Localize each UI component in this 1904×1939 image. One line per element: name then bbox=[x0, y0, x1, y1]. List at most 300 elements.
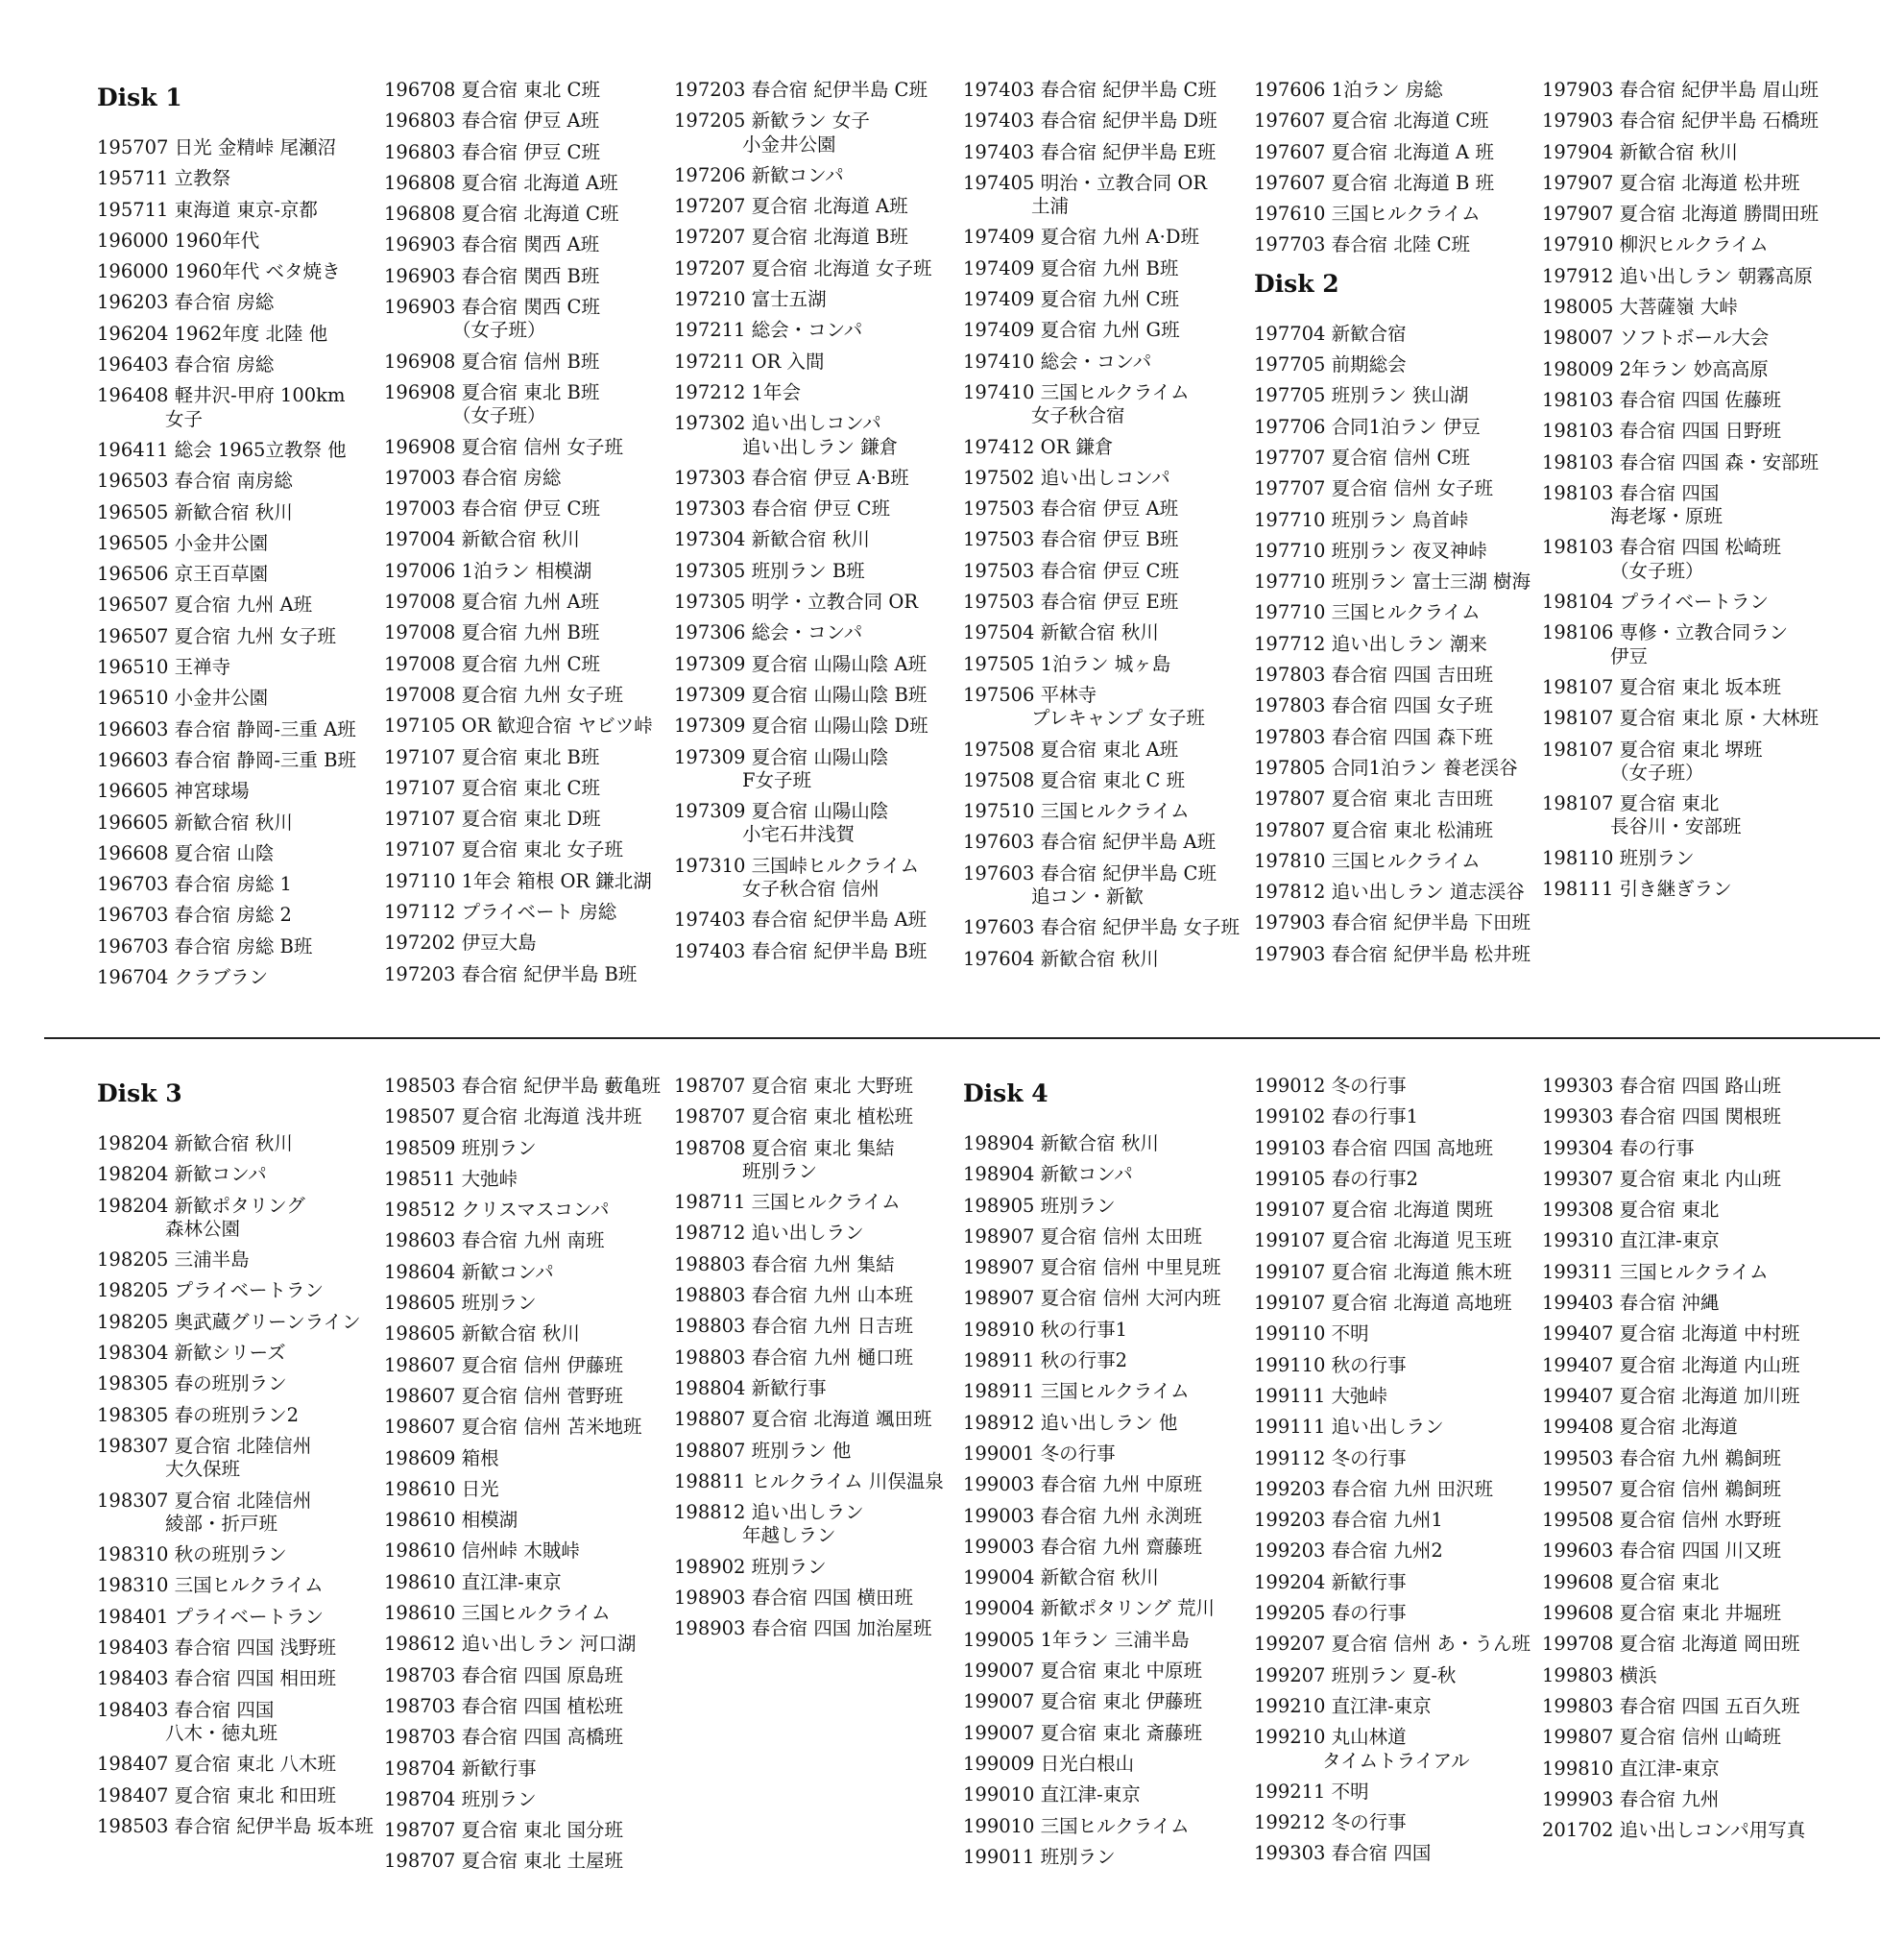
entry-continuation: （女子班） bbox=[1610, 559, 1704, 582]
entry-text: 198106 専修・立教合同ラン bbox=[1542, 621, 1789, 644]
entry-text: 197403 春合宿 紀伊半島 E班 bbox=[963, 140, 1217, 163]
list-item bbox=[97, 528, 385, 559]
entry-text: 199112 冬の行事 bbox=[1254, 1446, 1407, 1469]
entry-text: 199303 春合宿 四国 関根班 bbox=[1542, 1105, 1782, 1128]
entry-text: 196908 夏合宿 信州 B班 bbox=[384, 350, 600, 373]
list-item bbox=[97, 466, 385, 497]
list-item bbox=[384, 1691, 672, 1722]
entry-text: 197903 春合宿 紀伊半島 下田班 bbox=[1254, 911, 1531, 934]
entry-text: 199807 夏合宿 信州 山崎班 bbox=[1542, 1726, 1782, 1749]
entry-text: 198903 春合宿 四国 横田班 bbox=[674, 1587, 914, 1610]
list-item bbox=[1254, 1536, 1542, 1566]
entry-text: 197305 明学・立教合同 OR bbox=[674, 591, 919, 614]
entry-text: 198305 春の班別ラン2 bbox=[97, 1403, 300, 1426]
entry-text: 197203 春合宿 紀伊半島 B班 bbox=[384, 962, 638, 985]
list-item bbox=[674, 796, 962, 851]
list-item bbox=[384, 230, 672, 260]
list-item bbox=[674, 1187, 962, 1218]
entry-text: 199303 春合宿 四国 路山班 bbox=[1542, 1075, 1782, 1097]
entry-text: 197707 夏合宿 信州 C班 bbox=[1254, 446, 1470, 469]
entry-text: 198911 三国ヒルクライム bbox=[963, 1380, 1190, 1403]
list-item bbox=[384, 835, 672, 865]
entry-text: 198604 新歓コンパ bbox=[384, 1260, 554, 1283]
list-item bbox=[97, 195, 385, 226]
list-item bbox=[1542, 1102, 1830, 1132]
entry-text: 197008 夏合宿 九州 B班 bbox=[384, 621, 600, 644]
entry-text: 196603 春合宿 静岡-三重 B班 bbox=[97, 748, 356, 771]
list-item bbox=[1542, 1319, 1830, 1349]
entry-text: 198107 夏合宿 東北 原・大林班 bbox=[1542, 707, 1820, 730]
entry-text: 199010 三国ヒルクライム bbox=[963, 1814, 1190, 1837]
list-item bbox=[1542, 1257, 1830, 1288]
list-item bbox=[384, 1350, 672, 1381]
entry-text: 198103 春合宿 四国 松崎班 bbox=[1542, 536, 1782, 559]
list-item bbox=[1254, 691, 1542, 721]
entry-text: 198812 追い出しラン bbox=[674, 1501, 864, 1524]
entry-text: 199204 新歓行事 bbox=[1254, 1570, 1407, 1593]
list-item bbox=[97, 869, 385, 900]
entry-text: 197410 総会・コンパ bbox=[963, 350, 1152, 373]
list-item bbox=[384, 199, 672, 230]
entry-text: 198803 春合宿 九州 樋口班 bbox=[674, 1345, 914, 1369]
list-item bbox=[963, 1593, 1251, 1624]
list-item bbox=[963, 1532, 1251, 1563]
list-item bbox=[1542, 261, 1830, 292]
list-item bbox=[674, 905, 962, 935]
entry-text: 198205 プライベートラン bbox=[97, 1279, 325, 1302]
list-item bbox=[384, 1815, 672, 1846]
list-item bbox=[1254, 350, 1542, 380]
list-item bbox=[1542, 1412, 1830, 1442]
entry-text: 201702 追い出しコンパ用写真 bbox=[1542, 1819, 1806, 1842]
list-item bbox=[1254, 1722, 1542, 1777]
entry-text: 197903 春合宿 紀伊半島 松井班 bbox=[1254, 942, 1531, 965]
entry-text: 198708 夏合宿 東北 集結 bbox=[674, 1136, 895, 1159]
list-item bbox=[674, 1133, 962, 1188]
list-item bbox=[1254, 75, 1542, 106]
list-item bbox=[384, 1567, 672, 1598]
list-item bbox=[97, 1695, 385, 1750]
entry-text: 196808 夏合宿 北海道 A班 bbox=[384, 171, 618, 194]
entry-text: 197003 春合宿 伊豆 C班 bbox=[384, 497, 600, 521]
list-item bbox=[1254, 473, 1542, 504]
entry-text: 199005 1年ラン 三浦半島 bbox=[963, 1628, 1190, 1651]
list-item bbox=[384, 1505, 672, 1536]
list-item bbox=[1542, 199, 1830, 230]
entry-text: 198707 夏合宿 東北 大野班 bbox=[674, 1075, 914, 1097]
column bbox=[1542, 75, 1830, 905]
list-item bbox=[384, 75, 672, 106]
list-item bbox=[1542, 1225, 1830, 1256]
list-item bbox=[963, 859, 1251, 913]
list-item bbox=[1254, 412, 1542, 443]
list-item bbox=[1542, 106, 1830, 136]
list-item bbox=[1542, 1381, 1830, 1412]
entry-text: 199211 不明 bbox=[1254, 1780, 1369, 1803]
list-item bbox=[97, 932, 385, 962]
column bbox=[1254, 1071, 1542, 1870]
entry-text: 196204 1962年度 北陸 他 bbox=[97, 322, 328, 345]
list-item bbox=[384, 1598, 672, 1629]
entry-continuation: （女子班） bbox=[452, 319, 546, 342]
entry-text: 199105 春の行事2 bbox=[1254, 1167, 1419, 1190]
entry-text: 198403 春合宿 四国 相田班 bbox=[97, 1667, 337, 1690]
entry-text: 199001 冬の行事 bbox=[963, 1442, 1116, 1465]
entry-text: 199207 班別ラン 夏-秋 bbox=[1254, 1663, 1457, 1686]
entry-text: 199608 夏合宿 東北 井堀班 bbox=[1542, 1602, 1782, 1625]
list-item bbox=[384, 292, 672, 347]
list-item bbox=[384, 649, 672, 680]
entry-text: 197503 春合宿 伊豆 E班 bbox=[963, 591, 1179, 614]
entry-text: 198204 新歓合宿 秋川 bbox=[97, 1132, 293, 1154]
list-item bbox=[674, 1497, 962, 1552]
column bbox=[963, 75, 1251, 975]
entry-text: 197710 班別ラン 鳥首峠 bbox=[1254, 508, 1469, 531]
list-item bbox=[97, 590, 385, 620]
entry-text: 196503 春合宿 南房総 bbox=[97, 470, 293, 493]
list-item bbox=[1254, 1474, 1542, 1505]
list-item bbox=[1254, 1777, 1542, 1807]
list-item bbox=[97, 1369, 385, 1399]
entry-text: 198711 三国ヒルクライム bbox=[674, 1191, 901, 1214]
list-item bbox=[97, 1663, 385, 1694]
entry-text: 198803 春合宿 九州 日吉班 bbox=[674, 1315, 914, 1338]
entry-text: 198703 春合宿 四国 植松班 bbox=[384, 1694, 624, 1717]
entry-text: 197409 夏合宿 九州 C班 bbox=[963, 288, 1179, 311]
list-item bbox=[1254, 106, 1542, 136]
entry-text: 196908 夏合宿 東北 B班 bbox=[384, 380, 600, 403]
entry-text: 198703 春合宿 四国 原島班 bbox=[384, 1663, 624, 1686]
list-item bbox=[963, 168, 1251, 223]
entry-text: 199107 夏合宿 北海道 熊木班 bbox=[1254, 1260, 1512, 1283]
entry-text: 197503 春合宿 伊豆 C班 bbox=[963, 559, 1179, 582]
entry-text: 197110 1年会 箱根 OR 鎌北湖 bbox=[384, 869, 652, 892]
entry-text: 196403 春合宿 房総 bbox=[97, 353, 275, 376]
entry-text: 197912 追い出しラン 朝霧高原 bbox=[1542, 264, 1813, 287]
list-item bbox=[1254, 1350, 1542, 1381]
entry-continuation: 土浦 bbox=[1031, 195, 1070, 218]
disk-list-bottom bbox=[0, 1042, 1904, 1935]
list-item bbox=[384, 524, 672, 555]
list-item bbox=[97, 1307, 385, 1338]
entry-text: 199810 直江津-東京 bbox=[1542, 1757, 1720, 1780]
list-item bbox=[1254, 1598, 1542, 1629]
entry-text: 199003 春合宿 九州 永渕班 bbox=[963, 1504, 1203, 1527]
entry-text: 197704 新歓合宿 bbox=[1254, 322, 1407, 345]
list-item bbox=[674, 377, 962, 408]
entry-text: 198009 2年ラン 妙高高原 bbox=[1542, 357, 1769, 380]
list-item bbox=[674, 160, 962, 191]
list-item bbox=[1254, 536, 1542, 567]
list-item bbox=[1254, 1102, 1542, 1132]
list-item bbox=[384, 1257, 672, 1288]
entry-text: 198707 夏合宿 東北 国分班 bbox=[384, 1819, 624, 1842]
entry-text: 197603 春合宿 紀伊半島 A班 bbox=[963, 831, 1217, 854]
entry-text: 198103 春合宿 四国 bbox=[1542, 481, 1720, 504]
entry-text: 198005 大菩薩嶺 大峠 bbox=[1542, 296, 1738, 319]
list-item bbox=[1542, 1598, 1830, 1629]
entry-text: 196808 夏合宿 北海道 C班 bbox=[384, 203, 619, 226]
list-item bbox=[963, 1408, 1251, 1439]
entry-text: 197910 柳沢ヒルクライム bbox=[1542, 233, 1769, 256]
list-item bbox=[963, 1345, 1251, 1376]
entry-text: 199803 横浜 bbox=[1542, 1663, 1657, 1686]
entry-text: 199003 春合宿 九州 齋藤班 bbox=[963, 1535, 1203, 1558]
entry-text: 199003 春合宿 九州 中原班 bbox=[963, 1473, 1203, 1496]
entry-text: 199203 春合宿 九州2 bbox=[1254, 1539, 1443, 1563]
list-item bbox=[1542, 874, 1830, 905]
entry-text: 197907 夏合宿 北海道 松井班 bbox=[1542, 171, 1800, 194]
entry-text: 199407 夏合宿 北海道 中村班 bbox=[1542, 1322, 1800, 1345]
list-item bbox=[97, 1400, 385, 1431]
entry-text: 197607 夏合宿 北海道 C班 bbox=[1254, 109, 1489, 133]
list-item bbox=[674, 106, 962, 160]
list-item bbox=[963, 649, 1251, 680]
entry-text: 196505 小金井公園 bbox=[97, 531, 269, 554]
list-item bbox=[674, 1613, 962, 1644]
entry-text: 197803 春合宿 四国 女子班 bbox=[1254, 694, 1494, 717]
entry-text: 197206 新歓コンパ bbox=[674, 163, 844, 186]
entry-text: 197607 夏合宿 北海道 A 班 bbox=[1254, 140, 1494, 163]
list-item bbox=[97, 1338, 385, 1369]
list-item bbox=[384, 1784, 672, 1815]
entry-text: 199803 春合宿 四国 五百久班 bbox=[1542, 1694, 1800, 1717]
entry-text: 198111 引き継ぎラン bbox=[1542, 878, 1732, 901]
entry-text: 197003 春合宿 房総 bbox=[384, 466, 562, 489]
entry-text: 198807 班別ラン 他 bbox=[674, 1439, 852, 1462]
entry-text: 199011 班別ラン bbox=[963, 1845, 1116, 1868]
entry-text: 197305 班別ラン B班 bbox=[674, 559, 865, 582]
list-item bbox=[384, 1288, 672, 1319]
entry-text: 197508 夏合宿 東北 C 班 bbox=[963, 768, 1186, 791]
entry-text: 199103 春合宿 四国 高地班 bbox=[1254, 1136, 1494, 1159]
column bbox=[1254, 75, 1542, 970]
entry-text: 198204 新歓コンパ bbox=[97, 1163, 267, 1186]
entry-text: 199708 夏合宿 北海道 岡田班 bbox=[1542, 1633, 1800, 1656]
entry-text: 197309 夏合宿 山陽山陰 bbox=[674, 745, 889, 768]
list-item bbox=[1542, 1754, 1830, 1784]
entry-text: 198904 新歓コンパ bbox=[963, 1163, 1133, 1186]
entry-text: 197403 春合宿 紀伊半島 A班 bbox=[674, 909, 928, 932]
entry-text: 197207 夏合宿 北海道 B班 bbox=[674, 226, 908, 249]
entry-text: 197306 総会・コンパ bbox=[674, 621, 863, 644]
list-item bbox=[963, 1128, 1251, 1159]
entry-text: 199107 夏合宿 北海道 関班 bbox=[1254, 1199, 1494, 1222]
list-item bbox=[1542, 416, 1830, 447]
entry-text: 198707 夏合宿 東北 土屋班 bbox=[384, 1850, 624, 1873]
list-item bbox=[384, 556, 672, 587]
list-item bbox=[1254, 1319, 1542, 1349]
entry-text: 197807 夏合宿 東北 松浦班 bbox=[1254, 818, 1494, 841]
column bbox=[97, 1071, 385, 1842]
entry-text: 196411 総会 1965立教祭 他 bbox=[97, 438, 347, 461]
entry-continuation: 班別ラン bbox=[742, 1159, 818, 1182]
list-item bbox=[97, 497, 385, 528]
list-item bbox=[963, 1376, 1251, 1407]
entry-text: 197008 夏合宿 九州 A班 bbox=[384, 591, 600, 614]
entry-text: 197710 班別ラン 富士三湖 樹海 bbox=[1254, 570, 1531, 594]
list-item bbox=[674, 1466, 962, 1497]
entry-text: 197107 夏合宿 東北 女子班 bbox=[384, 838, 624, 861]
list-item bbox=[384, 928, 672, 958]
list-item bbox=[963, 524, 1251, 555]
entry-text: 198904 新歓合宿 秋川 bbox=[963, 1132, 1159, 1154]
entry-text: 199010 直江津-東京 bbox=[963, 1783, 1141, 1806]
list-item bbox=[1254, 1691, 1542, 1722]
list-item bbox=[1542, 1443, 1830, 1474]
entry-text: 199004 新歓合宿 秋川 bbox=[963, 1566, 1159, 1589]
list-item bbox=[674, 463, 962, 494]
list-item bbox=[97, 287, 385, 318]
list-item bbox=[963, 796, 1251, 827]
entry-text: 199107 夏合宿 北海道 高地班 bbox=[1254, 1292, 1512, 1315]
list-item bbox=[1254, 1381, 1542, 1412]
list-item bbox=[963, 1656, 1251, 1686]
list-item bbox=[1254, 380, 1542, 411]
list-item bbox=[1254, 168, 1542, 199]
list-item bbox=[674, 1071, 962, 1102]
entry-text: 199203 春合宿 九州 田沢班 bbox=[1254, 1477, 1494, 1500]
entry-text: 196803 春合宿 伊豆 A班 bbox=[384, 109, 600, 133]
entry-text: 198704 班別ラン bbox=[384, 1787, 537, 1810]
list-item bbox=[963, 1749, 1251, 1780]
list-item bbox=[384, 1474, 672, 1505]
entry-text: 198911 秋の行事2 bbox=[963, 1349, 1128, 1372]
list-item bbox=[1254, 908, 1542, 938]
list-item bbox=[97, 256, 385, 287]
entry-text: 198804 新歓行事 bbox=[674, 1376, 827, 1399]
entry-continuation: 綾部・折戸班 bbox=[165, 1512, 278, 1535]
list-item bbox=[674, 254, 962, 284]
list-item bbox=[674, 494, 962, 524]
entry-text: 196703 春合宿 房総 1 bbox=[97, 873, 292, 896]
list-item bbox=[1542, 788, 1830, 843]
entry-text: 197610 三国ヒルクライム bbox=[1254, 203, 1481, 226]
entry-text: 198007 ソフトボール大会 bbox=[1542, 327, 1770, 350]
entry-text: 199007 夏合宿 東北 伊藤班 bbox=[963, 1690, 1203, 1713]
list-item bbox=[97, 319, 385, 350]
list-item bbox=[97, 1245, 385, 1275]
entry-text: 199903 春合宿 九州 bbox=[1542, 1787, 1720, 1810]
entry-text: 198304 新歓シリーズ bbox=[97, 1342, 286, 1365]
entry-text: 198103 春合宿 四国 佐藤班 bbox=[1542, 388, 1782, 411]
entry-continuation: 女子秋合宿 bbox=[1031, 404, 1125, 427]
list-item bbox=[963, 494, 1251, 524]
list-item bbox=[1542, 1288, 1830, 1319]
entry-text: 197112 プライベート 房総 bbox=[384, 901, 617, 924]
list-item bbox=[384, 1102, 672, 1132]
entry-text: 197907 夏合宿 北海道 勝間田班 bbox=[1542, 203, 1820, 226]
list-item bbox=[97, 1486, 385, 1540]
entry-text: 198511 大弛峠 bbox=[384, 1167, 518, 1190]
entry-text: 199408 夏合宿 北海道 bbox=[1542, 1416, 1738, 1439]
entry-text: 199507 夏合宿 信州 鵜飼班 bbox=[1542, 1477, 1782, 1500]
entry-text: 198902 班別ラン bbox=[674, 1555, 827, 1578]
entry-text: 198509 班別ラン bbox=[384, 1136, 537, 1159]
list-item bbox=[963, 1283, 1251, 1314]
entry-text: 197409 夏合宿 九州 A·D班 bbox=[963, 226, 1199, 249]
list-item bbox=[963, 137, 1251, 168]
entry-text: 199203 春合宿 九州1 bbox=[1254, 1509, 1443, 1532]
entry-text: 195707 日光 金精峠 尾瀬沼 bbox=[97, 136, 337, 158]
column bbox=[384, 75, 672, 990]
list-item bbox=[1542, 1133, 1830, 1164]
entry-continuation: 女子 bbox=[165, 407, 204, 430]
entry-continuation: 小金井公園 bbox=[742, 133, 836, 156]
list-item bbox=[1254, 815, 1542, 846]
entry-text: 198610 相模湖 bbox=[384, 1509, 518, 1532]
list-item bbox=[674, 936, 962, 967]
entry-text: 197207 夏合宿 北海道 A班 bbox=[674, 195, 908, 218]
entry-text: 197705 前期総会 bbox=[1254, 353, 1407, 376]
entry-text: 197810 三国ヒルクライム bbox=[1254, 849, 1481, 872]
entry-text: 198803 春合宿 九州 集結 bbox=[674, 1252, 895, 1275]
list-item bbox=[1542, 1350, 1830, 1381]
list-item bbox=[1542, 168, 1830, 199]
entry-text: 198507 夏合宿 北海道 浅井班 bbox=[384, 1105, 642, 1128]
list-item bbox=[1254, 1505, 1542, 1536]
column bbox=[674, 75, 962, 967]
entry-text: 197604 新歓合宿 秋川 bbox=[963, 947, 1159, 970]
list-item bbox=[1254, 443, 1542, 473]
list-item bbox=[963, 680, 1251, 735]
entry-text: 197803 春合宿 四国 森下班 bbox=[1254, 725, 1494, 748]
list-item bbox=[674, 851, 962, 906]
list-item bbox=[963, 1780, 1251, 1810]
entry-text: 197210 富士五湖 bbox=[674, 288, 827, 311]
list-item bbox=[384, 463, 672, 494]
entry-text: 198401 プライベートラン bbox=[97, 1605, 325, 1628]
entry-text: 197807 夏合宿 東北 吉田班 bbox=[1254, 788, 1494, 811]
section-divider bbox=[44, 1037, 1880, 1039]
entry-text: 197705 班別ラン 狭山湖 bbox=[1254, 384, 1469, 407]
entry-text: 199603 春合宿 四国 川又班 bbox=[1542, 1539, 1782, 1563]
entry-text: 197202 伊豆大島 bbox=[384, 932, 537, 955]
list-item bbox=[1542, 735, 1830, 789]
entry-text: 198907 夏合宿 信州 中里見班 bbox=[963, 1256, 1221, 1279]
list-item bbox=[384, 347, 672, 377]
entry-text: 197105 OR 歓迎合宿 ヤビツ峠 bbox=[384, 715, 653, 738]
list-item bbox=[1254, 846, 1542, 877]
list-item bbox=[384, 1754, 672, 1784]
entry-text: 197403 春合宿 紀伊半島 D班 bbox=[963, 109, 1217, 133]
list-item bbox=[674, 408, 962, 463]
list-item bbox=[674, 742, 962, 797]
list-item bbox=[1254, 1164, 1542, 1195]
entry-text: 199210 直江津-東京 bbox=[1254, 1694, 1432, 1717]
list-item bbox=[1254, 1443, 1542, 1474]
list-item bbox=[1254, 597, 1542, 628]
entry-text: 198310 三国ヒルクライム bbox=[97, 1574, 324, 1597]
entry-text: 198704 新歓行事 bbox=[384, 1757, 537, 1780]
list-item bbox=[1542, 1722, 1830, 1753]
entry-text: 197510 三国ヒルクライム bbox=[963, 800, 1190, 823]
list-item bbox=[674, 347, 962, 377]
list-item bbox=[674, 191, 962, 222]
list-item bbox=[384, 1443, 672, 1474]
list-item bbox=[963, 1439, 1251, 1469]
entry-text: 197409 夏合宿 九州 G班 bbox=[963, 319, 1180, 342]
list-item bbox=[674, 649, 962, 680]
list-item bbox=[674, 284, 962, 315]
list-item bbox=[1542, 385, 1830, 416]
list-item bbox=[97, 1431, 385, 1486]
list-item bbox=[384, 1536, 672, 1566]
list-item bbox=[674, 222, 962, 253]
list-item bbox=[97, 1633, 385, 1663]
entry-text: 197710 班別ラン 夜叉神峠 bbox=[1254, 539, 1487, 562]
entry-continuation: タイムトライアル bbox=[1322, 1749, 1470, 1772]
